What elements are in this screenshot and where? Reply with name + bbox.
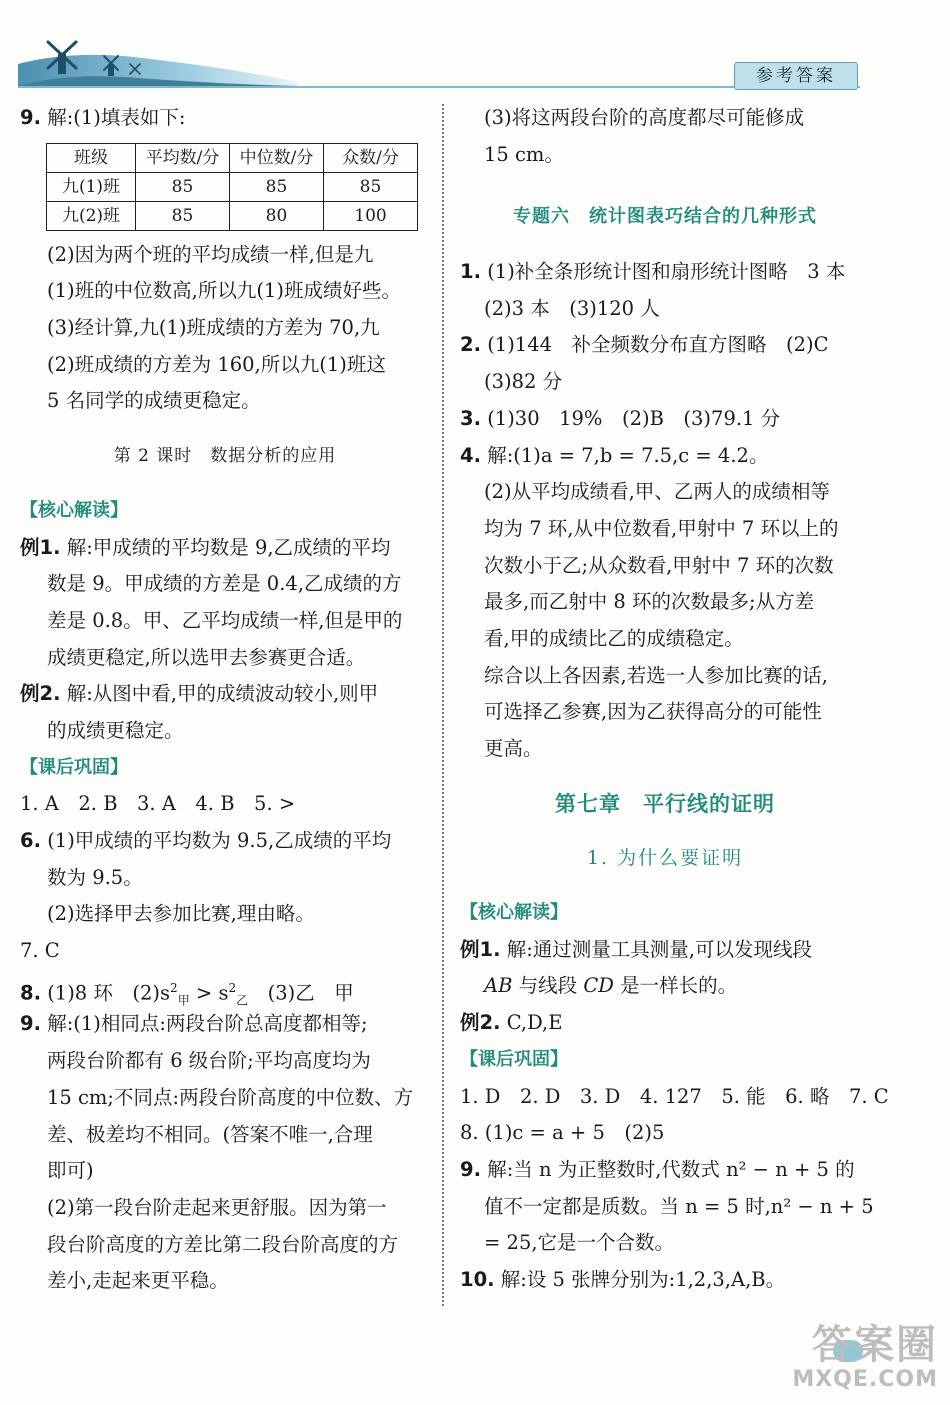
topic-title: 专题六 统计图表巧结合的几种形式 (513, 206, 817, 228)
text-line: (3)经计算,九(1)班成绩的方差为 70,九 (47, 316, 380, 340)
text-line: (1)班的中位数高,所以九(1)班成绩好些。 (47, 279, 401, 303)
text-line: 数为 9.5。 (47, 865, 143, 889)
text-line: 差小,走起来更平稳。 (47, 1269, 229, 1293)
text-line: 段台阶高度的方差比第二段台阶高度的方 (47, 1232, 399, 1256)
text-line: 两段台阶都有 6 级台阶;平均高度均为 (47, 1049, 371, 1073)
text-line: 综合以上各因素,若选一人参加比赛的话, (484, 663, 828, 687)
after-section-title: 【课后巩固】 (20, 756, 128, 778)
text-line: AB 与线段 CD 是一样长的。 (484, 974, 738, 998)
watermark-url: MXQE.COM (792, 1367, 938, 1392)
text-line: 看,甲的成绩比乙的成绩稳定。 (484, 626, 744, 650)
text-line: 2. (1)144 补全频数分布直方图略 (2)C (460, 333, 829, 357)
text-line: (3)82 分 (484, 370, 563, 394)
text-line: 8. (1)8 环 $(2)s^2_甲 > s^2_乙$ (3)乙 甲 (20, 980, 354, 1008)
text-line: 6. (1)甲成绩的平均数为 9.5,乙成绩的平均 (20, 829, 392, 852)
right-column (460, 100, 889, 1299)
answer-key-tag: 参考答案 (734, 62, 858, 90)
text-line: 即可) (47, 1159, 94, 1183)
after-section-title: 【课后巩固】 (460, 1048, 568, 1070)
text-line: 9. 解:(1)相同点:两段台阶总高度都相等; (20, 1012, 368, 1036)
text-line: 成绩更稳定,所以选甲去参赛更合适。 (47, 645, 366, 669)
text-line: 均为 7 环,从中位数看,甲射中 7 环以上的 (484, 516, 839, 540)
score-table (46, 143, 418, 231)
text-line: 次数小于乙;从众数看,甲射中 7 环的次数 (484, 553, 834, 577)
text-line: 1. (1)补全条形统计图和扇形统计图略 3 本 (460, 260, 846, 284)
text-line: 9. 解:当 n 为正整数时,代数式 n² − n + 5 的 (460, 1157, 855, 1181)
page-header (0, 0, 950, 92)
text-line: 最多,而乙射中 8 环的次数最多;从方差 (484, 590, 815, 614)
text-line: 值不一定都是质数。当 n = 5 时,n² − n + 5 (484, 1194, 874, 1218)
left-column (20, 100, 430, 1300)
text-line: 例2. 解:从图中看,甲的成绩波动较小,则甲 (20, 682, 379, 706)
answers-line: 1. D 2. D 3. D 4. 127 5. 能 6. 略 7. C (460, 1084, 889, 1108)
section-title: 1. 为什么要证明 (586, 847, 744, 870)
text-line: 的成绩更稳定。 (47, 718, 184, 742)
text-line: 例1. 解:通过测量工具测量,可以发现线段 (460, 937, 812, 961)
lesson-title: 第 2 课时 数据分析的应用 (113, 446, 337, 467)
text-line: (2)因为两个班的平均成绩一样,但是九 (47, 242, 374, 266)
text-line: (2)选择甲去参加比赛,理由略。 (47, 902, 315, 926)
answers-line: 1. A 2. B 3. A 4. B 5. > (20, 792, 296, 816)
watermark (728, 1323, 938, 1399)
text-line: 更高。 (484, 737, 543, 760)
core-section-title: 【核心解读】 (20, 499, 128, 521)
q9-heading: 9. 解:(1)填表如下: (20, 106, 186, 129)
text-line: 7. C (20, 939, 60, 963)
text-line: 15 cm;不同点:两段台阶高度的中位数、方 (47, 1085, 414, 1109)
text-line: 8. (1)c = a + 5 (2)5 (460, 1121, 665, 1145)
table-row: 九(1)班 85 85 85 (47, 172, 418, 201)
column-divider (442, 104, 444, 1306)
text-line: = 25,它是一个合数。 (484, 1231, 675, 1255)
text-line: (2)第一段台阶走起来更舒服。因为第一 (47, 1195, 387, 1219)
text-line: 4. 解:(1)a = 7,b = 7.5,c = 4.2。 (460, 443, 769, 467)
text-line: 10. 解:设 5 张牌分别为:1,2,3,A,B。 (460, 1267, 786, 1291)
text-line: 数是 9。甲成绩的方差是 0.4,乙成绩的方 (47, 572, 402, 596)
core-section-title: 【核心解读】 (460, 902, 568, 924)
chapter-title: 第七章 平行线的证明 (555, 791, 775, 816)
text-line: 例1. 解:甲成绩的平均数是 9,乙成绩的平均 (20, 535, 391, 559)
text-line: 例2. C,D,E (460, 1011, 563, 1035)
text-line: 可选择乙参赛,因为乙获得高分的可能性 (484, 700, 822, 724)
text-line: 差、极差均不相同。(答案不唯一,合理 (47, 1122, 373, 1146)
text-line: (2)3 本 (3)120 人 (484, 296, 660, 320)
text-line: (3)将这两段台阶的高度都尽可能修成 (484, 106, 805, 129)
table-row: 九(2)班 85 80 100 (47, 201, 418, 230)
watermark-text: 答案圈 (812, 1322, 938, 1368)
text-line: (2)从平均成绩看,甲、乙两人的成绩相等 (484, 480, 830, 504)
text-line: 5 名同学的成绩更稳定。 (47, 389, 261, 413)
windmill-banner-icon (18, 38, 298, 86)
text-line: (2)班成绩的方差为 160,所以九(1)班这 (47, 352, 386, 376)
text-line: 3. (1)30 19% (2)B (3)79.1 分 (460, 406, 781, 430)
text-line: 差是 0.8。甲、乙平均成绩一样,但是甲的 (47, 608, 403, 632)
table-header-row: 班级 平均数/分 中位数/分 众数/分 (47, 143, 418, 172)
text-line: 15 cm。 (484, 142, 564, 166)
